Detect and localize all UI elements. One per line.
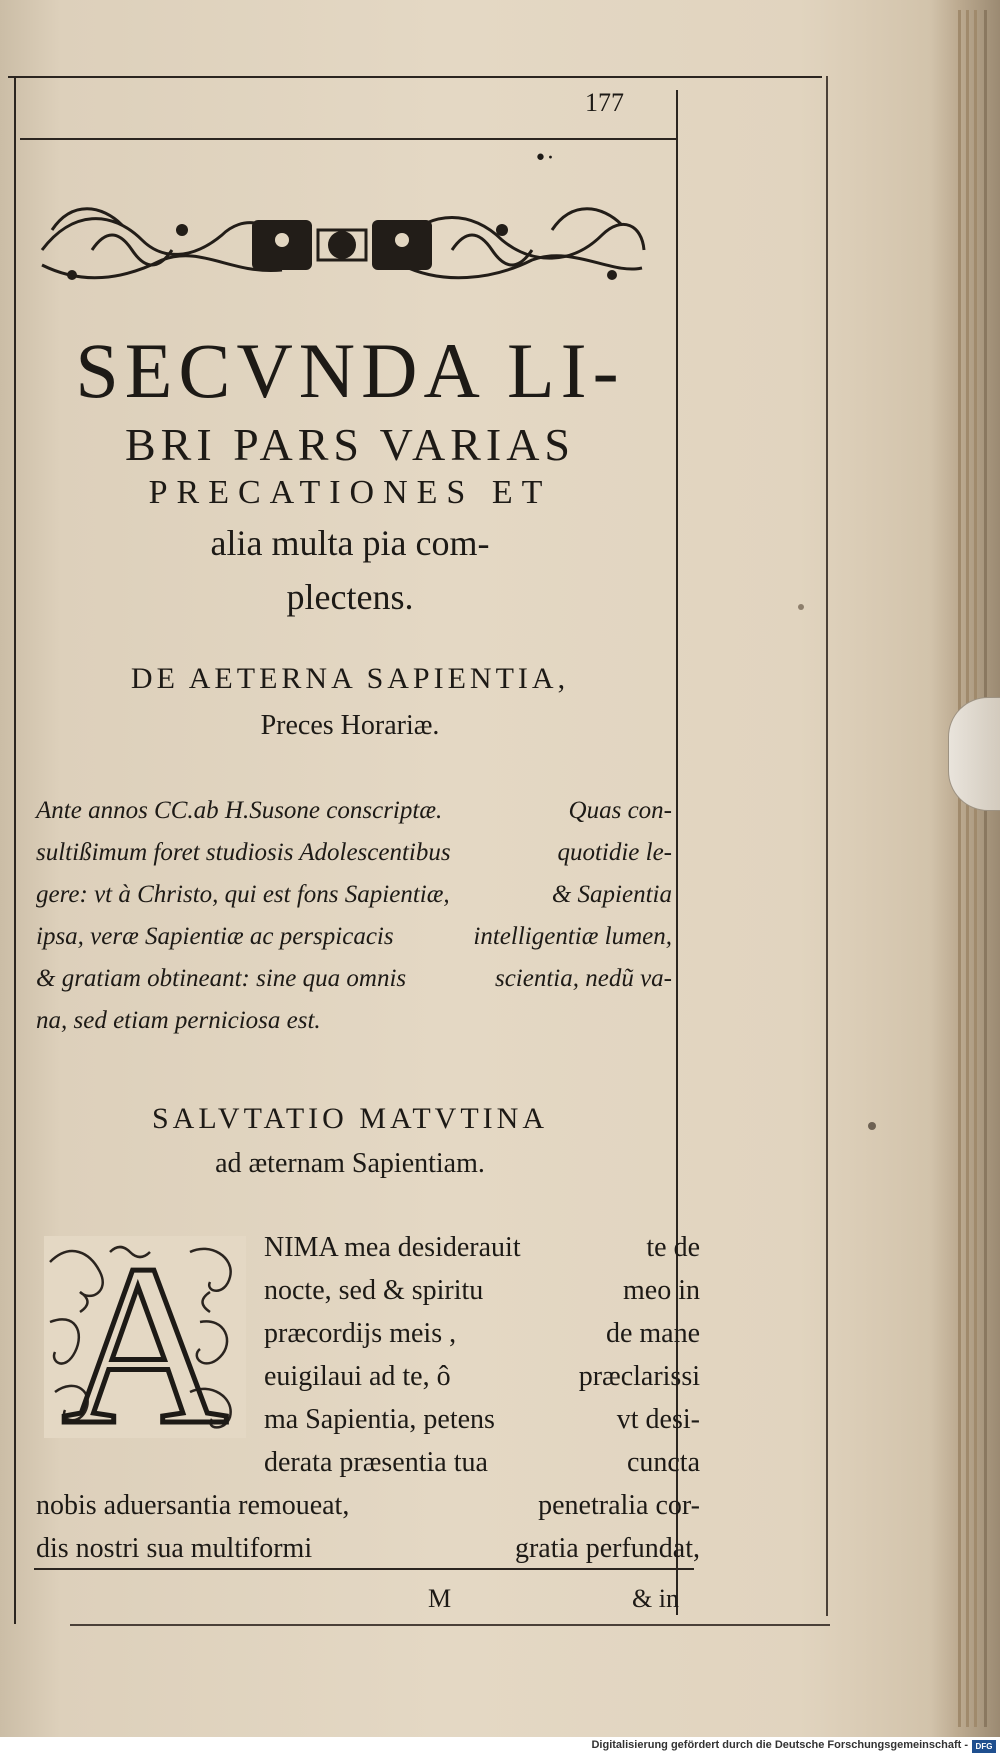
section-subheading: Preces Horariæ. bbox=[260, 710, 440, 741]
ink-spot bbox=[868, 1122, 876, 1130]
intro-text: ipsa, veræ Sapientiæ ac perspicacis bbox=[36, 923, 394, 950]
body-line bbox=[264, 1441, 700, 1484]
body-line bbox=[36, 1484, 700, 1527]
body-line bbox=[264, 1269, 700, 1312]
body-paragraph-indented bbox=[264, 1226, 700, 1484]
intro-line bbox=[36, 958, 672, 1000]
body-text: cuncta bbox=[626, 1447, 700, 1478]
intro-text: quotidie le- bbox=[557, 839, 672, 866]
title-line-4: alia multa pia com- bbox=[210, 523, 490, 563]
section-heading: DE AETERNA SAPIENTIA, bbox=[130, 662, 570, 695]
ink-dots: •· bbox=[534, 146, 554, 171]
intro-text: & Sapientia bbox=[551, 881, 672, 908]
body-paragraph-full bbox=[36, 1484, 700, 1570]
body-text: vt desi- bbox=[616, 1404, 700, 1435]
page-edge bbox=[974, 10, 977, 1727]
intro-text: intelligentiæ lumen, bbox=[473, 923, 672, 950]
body-text: meo in bbox=[623, 1275, 700, 1306]
body-text: NIMA mea desiderauit bbox=[264, 1232, 521, 1263]
catchword: & in bbox=[632, 1584, 679, 1613]
body-line bbox=[36, 1527, 700, 1570]
bottom-rule bbox=[70, 1624, 830, 1626]
header-rule bbox=[20, 138, 678, 140]
ornament-headpiece bbox=[32, 190, 652, 296]
intro-text: sultißimum foret studiosis Adolescentibus bbox=[36, 839, 451, 866]
intro-text: scientia, nedũ va- bbox=[494, 965, 672, 992]
intro-line bbox=[36, 790, 672, 832]
page-edge bbox=[966, 10, 969, 1727]
body-line bbox=[264, 1312, 700, 1355]
salutation-heading: SALVTATIO MATVTINA bbox=[152, 1102, 548, 1135]
body-line bbox=[264, 1226, 700, 1269]
page-edge bbox=[958, 10, 961, 1727]
title-line-2: BRI PARS VARIAS bbox=[124, 419, 575, 470]
intro-text: Quas con- bbox=[568, 797, 672, 824]
body-text: nocte, sed & spiritu bbox=[264, 1275, 484, 1306]
initial-letter-A: A bbox=[61, 1232, 229, 1442]
intro-line bbox=[36, 1000, 672, 1042]
show-through-rule bbox=[826, 76, 828, 1616]
body-text: dis nostri sua multiformi bbox=[36, 1533, 313, 1564]
body-line bbox=[264, 1398, 700, 1441]
body-line bbox=[264, 1355, 700, 1398]
body-text: nobis aduersantia remoueat, bbox=[36, 1490, 350, 1521]
left-rule bbox=[14, 76, 16, 1624]
intro-line bbox=[36, 916, 672, 958]
intro-line bbox=[36, 874, 672, 916]
top-rule bbox=[8, 76, 822, 78]
body-text: præclarissi bbox=[578, 1361, 700, 1392]
body-text: gratia perfundat, bbox=[514, 1533, 700, 1564]
bookmark-tab[interactable] bbox=[948, 697, 1000, 811]
salutation-subheading: ad æternam Sapientiam. bbox=[215, 1148, 485, 1179]
body-text: penetralia cor- bbox=[538, 1490, 700, 1521]
ink-spot bbox=[798, 604, 804, 610]
intro-text: na, sed etiam perniciosa est. bbox=[36, 1007, 321, 1034]
dfg-logo: DFG bbox=[972, 1740, 996, 1753]
body-text: derata præsentia tua bbox=[264, 1447, 488, 1478]
title-line-3: PRECATIONES ET bbox=[148, 474, 552, 511]
body-text: de mane bbox=[605, 1318, 700, 1349]
intro-text: & gratiam obtineant: sine qua omnis bbox=[36, 965, 407, 992]
decorated-initial bbox=[40, 1232, 250, 1442]
intro-line bbox=[36, 832, 672, 874]
signature-mark: M bbox=[428, 1584, 452, 1613]
body-text: præcordijs meis , bbox=[264, 1318, 457, 1349]
body-text: ma Sapientia, petens bbox=[264, 1404, 495, 1435]
title-line-5: plectens. bbox=[286, 577, 414, 617]
body-text: euigilaui ad te, ô bbox=[264, 1361, 451, 1392]
page-edge bbox=[984, 10, 987, 1727]
footer-credit: Digitalisierung gefördert durch die Deutsche Forschungsgemeinschaft - bbox=[591, 1739, 968, 1751]
intro-text: Ante annos CC.ab H.Susone conscriptæ. bbox=[36, 797, 443, 824]
body-text: te de bbox=[646, 1232, 700, 1263]
page-number: 177 bbox=[585, 88, 624, 117]
title-line-1: SECVNDA LI- bbox=[75, 327, 625, 414]
intro-text: gere: vt à Christo, qui est fons Sapientiæ, bbox=[36, 881, 450, 908]
intro-paragraph bbox=[36, 790, 672, 1042]
